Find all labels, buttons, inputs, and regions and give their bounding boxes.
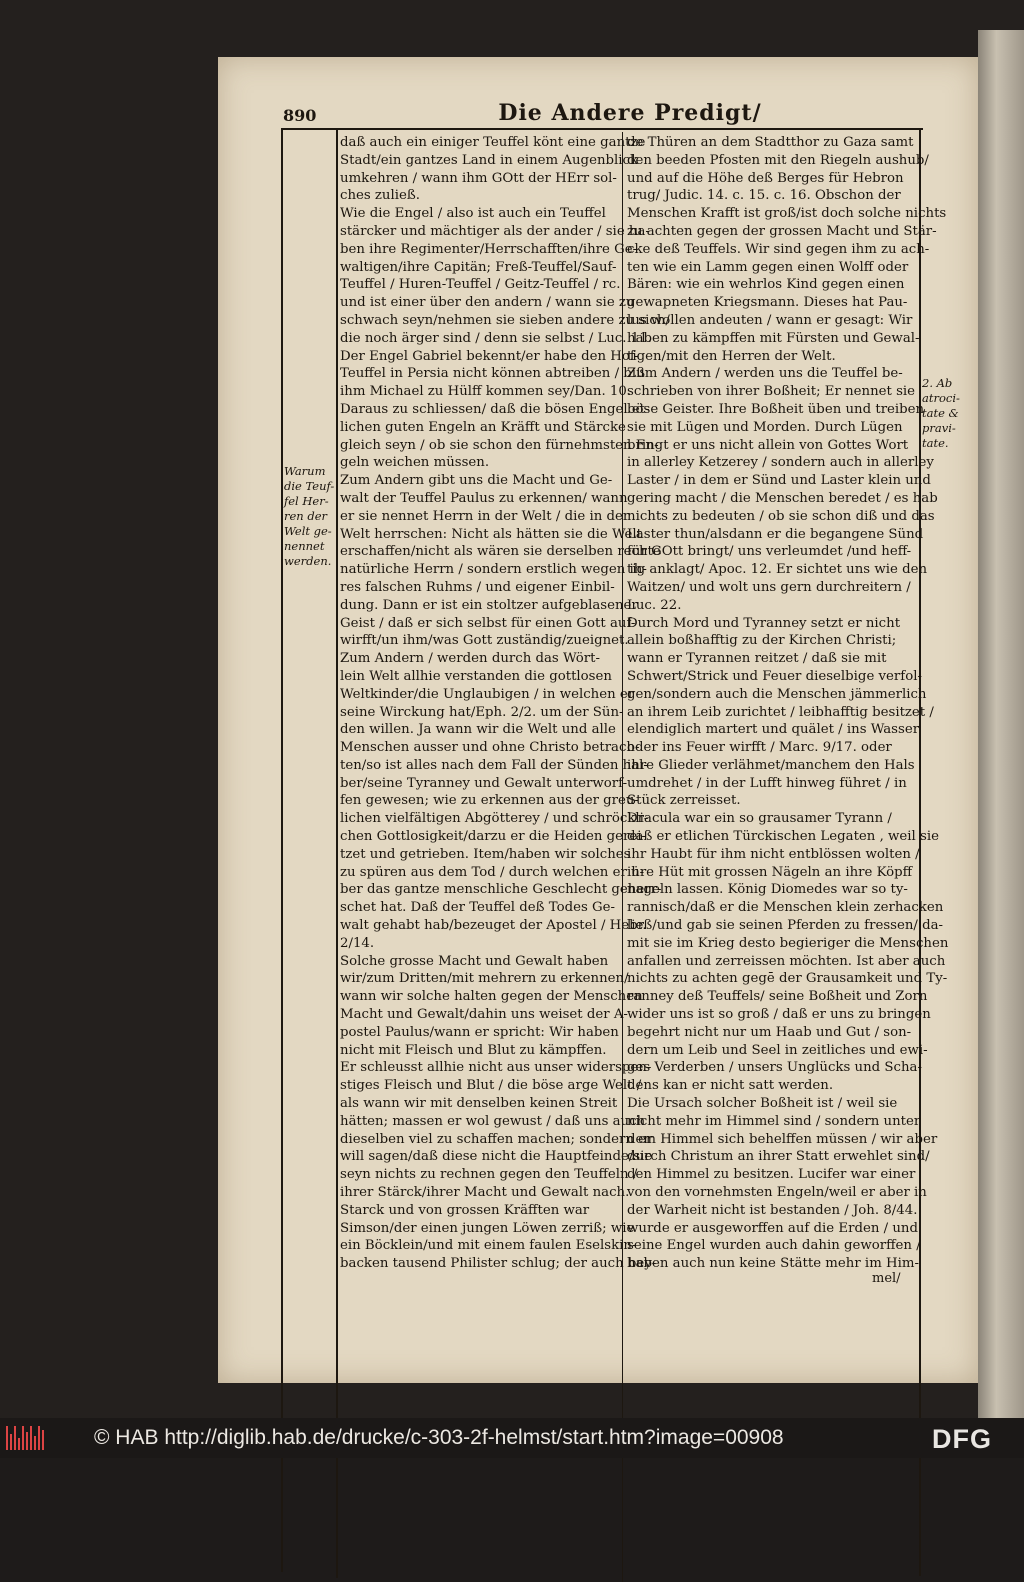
text-line: wann er Tyrannen reitzet / daß sie mit xyxy=(627,651,887,667)
text-line: wider uns ist so groß / daß er uns zu bringen xyxy=(627,1007,931,1023)
margin-note-line: nennet xyxy=(284,539,325,553)
text-line: de Thüren an dem Stadtthor zu Gaza samt xyxy=(627,135,914,150)
margin-note-line: tate. xyxy=(922,436,949,450)
text-line: ben ihre Regimenter/Herrschafften/ihre Ge- xyxy=(340,241,638,257)
text-line: res falschen Ruhms / und eigener Einbil- xyxy=(340,579,615,595)
text-line: trug/ Judic. 14. c. 15. c. 16. Obschon der xyxy=(627,188,901,204)
margin-note-line: Welt ge- xyxy=(284,524,332,538)
text-line: Stadt/ein gantzes Land in einem Augenblick xyxy=(340,152,639,168)
catchword: mel/ xyxy=(872,1271,901,1286)
text-line: Die Ursach solcher Boßheit ist / weil sie xyxy=(627,1096,898,1112)
text-line: lichen vielfältigen Abgötterey / und schröckli- xyxy=(340,811,649,827)
text-line: schwach seyn/nehmen sie sieben andere zu sich/ xyxy=(340,312,670,328)
frame-rule-gutter xyxy=(336,128,338,1578)
text-line: Dracula war ein so grausamer Tyrann / xyxy=(627,811,892,827)
text-line: Daraus zu schliessen/ daß die bösen Engel et- xyxy=(340,401,650,417)
text-line: chen Gottlosigkeit/darzu er die Heiden gerei- xyxy=(340,829,646,845)
text-line: Zum Andern / werden uns die Teuffel be- xyxy=(627,366,903,382)
text-line: Geist / daß er sich selbst für einen Gott auf- xyxy=(340,615,636,631)
text-line: cke deß Teuffels. Wir sind gegen ihm zu ach- xyxy=(627,241,930,257)
text-line: den willen. Ja wann wir die Welt und alle xyxy=(340,722,616,738)
text-line: Zum Andern gibt uns die Macht und Ge- xyxy=(340,473,613,489)
text-line: wirfft/un ihm/was Gott zuständig/zueignet. xyxy=(340,633,629,649)
text-line: in allerley Ketzerey / sondern auch in allerley xyxy=(627,455,934,471)
text-line: ein Böcklein/und mit einem faulen Eselskin- xyxy=(340,1238,637,1254)
text-line: Durch Mord und Tyranney setzt er nicht xyxy=(627,615,901,631)
text-line: gering macht / die Menschen beredet / es hab xyxy=(627,490,938,506)
margin-note-line: atroci- xyxy=(922,391,960,405)
text-line: nichts zu bedeuten / ob sie schon diß und das xyxy=(627,508,935,524)
text-line: für GOtt bringt/ uns verleumdet /und heff- xyxy=(627,544,912,560)
text-line: Starck und von grossen Kräfften war xyxy=(340,1202,590,1218)
text-line: Laster / in dem er Sünd und Laster klein und xyxy=(627,473,931,489)
text-line: Teuffel / Huren-Teuffel / Geitz-Teuffel / rc. xyxy=(340,277,621,293)
dfg-logo: DFG xyxy=(932,1424,992,1454)
text-line: dung. Dann er ist ein stoltzer aufgeblasener xyxy=(340,597,638,613)
text-line: nicht mehr im Himmel sind / sondern unter xyxy=(627,1113,921,1129)
margin-note-line: ren der xyxy=(284,509,328,523)
text-line: ges Verderben / unsers Unglücks und Scha- xyxy=(627,1060,922,1076)
text-line: ihre Glieder verlähmet/manchem den Hals xyxy=(627,757,915,773)
text-line: gewapneten Kriegsmann. Dieses hat Pau- xyxy=(627,295,908,311)
text-line: natürliche Herrn / sondern erstlich wegen ih- xyxy=(340,562,647,578)
text-line: Luc. 22. xyxy=(627,597,682,613)
text-line: Er schleusst allhie nicht aus unser widerspen- xyxy=(340,1060,652,1076)
text-line: tzet und getrieben. Item/haben wir solches xyxy=(340,846,631,862)
text-line: Stück zerreisset. xyxy=(627,793,741,809)
text-line: den Himmel zu besitzen. Lucifer war einer xyxy=(627,1167,916,1183)
text-line: ihre Hüt mit grossen Nägeln an ihre Köpff xyxy=(627,864,913,880)
text-line: die noch ärger sind / denn sie selbst / Luc. 11. xyxy=(340,330,652,346)
text-line: Wie die Engel / also ist auch ein Teuffel xyxy=(340,206,606,222)
text-line: seine Wirckung hat/Eph. 2/2. um der Sün- xyxy=(340,704,624,720)
text-line: backen tausend Philister schlug; der auch bey- xyxy=(340,1256,657,1272)
barcode-icon xyxy=(6,1426,46,1450)
margin-note-line: fel Her- xyxy=(284,494,329,508)
text-line: ranney deß Teuffels/ seine Boßheit und Zorn xyxy=(627,989,928,1005)
text-line: hätten; massen er wol gewust / daß uns auch xyxy=(340,1113,646,1129)
frame-rule-top xyxy=(281,128,923,130)
text-line: Welt herrschen: Nicht als hätten sie die Welt xyxy=(340,526,643,542)
text-line: er sie nennet Herrn in der Welt / die in der xyxy=(340,508,630,524)
text-line: gleich seyn / ob sie schon den fürnehmsten En- xyxy=(340,437,659,453)
text-line: stiges Fleisch und Blut / die böse arge Welt / xyxy=(340,1078,642,1094)
source-link[interactable]: © HAB http://diglib.hab.de/drucke/c-303-2f-helmst/start.htm?image=00908 xyxy=(94,1426,784,1449)
text-line: wir/zum Dritten/mit mehrern zu erkennen/ xyxy=(340,971,629,987)
text-line: haben zu kämpffen mit Fürsten und Gewal- xyxy=(627,330,920,346)
text-line: Der Engel Gabriel bekennt/er habe den Hof- xyxy=(340,348,639,364)
text-line: stärcker und mächtiger als der ander / sie ha- xyxy=(340,223,650,239)
margin-note-line: 2. Ab xyxy=(922,376,953,390)
text-line: geln weichen müssen. xyxy=(340,455,490,471)
text-line: ließ/und gab sie seinen Pferden zu fressen/ da- xyxy=(627,918,944,934)
text-line: dieselben viel zu schaffen machen; sondern er xyxy=(340,1131,653,1147)
text-line: tig anklagt/ Apoc. 12. Er sichtet uns wie den xyxy=(627,562,928,578)
margin-note-line: Warum xyxy=(284,464,326,478)
text-line: elendiglich martert und quälet / ins Wasser xyxy=(627,722,920,738)
text-line: schrieben von ihrer Boßheit; Er nennet sie xyxy=(627,384,916,400)
text-line: walt gehabt hab/bezeuget der Apostel / Hebr. xyxy=(340,918,647,934)
text-line: seine Engel wurden auch dahin geworffen / xyxy=(627,1238,921,1254)
text-line: ber/seine Tyranney und Gewalt unterworf- xyxy=(340,775,628,791)
text-line: böse Geister. Ihre Boßheit üben und treiben xyxy=(627,401,925,417)
text-line: ten/so ist alles nach dem Fall der Sünden hal- xyxy=(340,757,648,773)
text-line: erschaffen/nicht als wären sie derselben rechte xyxy=(340,544,661,560)
text-line: wurde er ausgeworffen auf die Erden / und xyxy=(627,1220,918,1236)
text-line: sie mit Lügen und Morden. Durch Lügen xyxy=(627,419,903,435)
text-line: 2/14. xyxy=(340,935,375,951)
text-line: zu achten gegen der grossen Macht und Stär- xyxy=(627,223,937,239)
text-line: wann wir solche halten gegen der Menschen xyxy=(340,989,643,1005)
text-line: nageln lassen. König Diomedes war so ty- xyxy=(627,882,908,898)
text-line: ten wie ein Lamm gegen einen Wolff oder xyxy=(627,259,909,275)
text-line: bringt er uns nicht allein von Gottes Wort xyxy=(627,437,909,453)
text-line: tigen/mit den Herren der Welt. xyxy=(627,348,836,364)
text-line: gen/sondern auch die Menschen jämmerlich xyxy=(627,686,927,702)
next-page-edge xyxy=(978,30,1024,1418)
text-line: mit sie im Krieg desto begieriger die Menschen xyxy=(627,935,949,951)
text-line: fen gewesen; wie zu erkennen aus der greu- xyxy=(340,793,639,809)
text-line: durch Christum an ihrer Statt erwehlet sind/ xyxy=(627,1149,930,1165)
text-line: umkehren / wann ihm GOtt der HErr sol- xyxy=(340,170,617,186)
frame-rule-left xyxy=(281,128,283,1572)
text-line: ihr Haubt für ihm nicht entblössen wolten / xyxy=(627,846,920,862)
text-line: der Warheit nicht ist bestanden / Joh. 8/44. xyxy=(627,1202,918,1218)
margin-note-right xyxy=(922,376,968,451)
margin-note-line: die Teuf- xyxy=(284,479,335,493)
text-line: rannisch/daß er die Menschen klein zerhacken xyxy=(627,900,944,916)
text-line: postel Paulus/wann er spricht: Wir haben xyxy=(340,1024,619,1040)
text-line: dem Himmel sich behelffen müssen / wir aber xyxy=(627,1131,938,1147)
text-line: seyn nichts zu rechnen gegen den Teuffeln / xyxy=(340,1167,638,1183)
text-line: Menschen ausser und ohne Christo betrach- xyxy=(340,740,640,756)
text-line: oder ins Feuer wirfft / Marc. 9/17. oder xyxy=(627,740,892,756)
text-line: daß auch ein einiger Teuffel könt eine gantze xyxy=(340,135,646,150)
text-line: lichen guten Engeln an Kräfft und Stärcke xyxy=(340,419,626,435)
text-line: Waitzen/ und wolt uns gern durchreitern / xyxy=(627,579,911,595)
text-line: umdrehet / in der Lufft hinweg führet / in xyxy=(627,775,907,791)
text-line: nichts zu achten gegē der Grausamkeit und Ty- xyxy=(627,971,948,987)
margin-note-line: tate & xyxy=(922,406,959,420)
text-line: nicht mit Fleisch und Blut zu kämpffen. xyxy=(340,1042,607,1058)
page-title: Die Andere Predigt/ xyxy=(498,100,762,126)
text-line: begehrt nicht nur um Haab und Gut / son- xyxy=(627,1024,912,1040)
text-line: dens kan er nicht satt werden. xyxy=(627,1078,834,1094)
text-line: und ist einer über den andern / wann sie zu xyxy=(340,295,635,311)
margin-note-line: werden. xyxy=(284,554,332,568)
footer-bar xyxy=(0,1418,1024,1458)
text-line: dern um Leib und Seel in zeitliches und ewi- xyxy=(627,1042,928,1058)
text-line: ches zuließ. xyxy=(340,188,420,204)
text-line: lus wollen andeuten / wann er gesagt: Wir xyxy=(627,312,913,328)
text-line: daß er etlichen Türckischen Legaten , weil sie xyxy=(627,829,939,845)
text-line: Menschen Krafft ist groß/ist doch solche nichts xyxy=(627,206,947,222)
text-line: lein Welt allhie verstanden die gottlosen xyxy=(340,668,612,684)
text-line: Teuffel in Persia nicht können abtreiben / biß xyxy=(340,366,645,382)
page-number: 890 xyxy=(283,106,317,125)
margin-note-left xyxy=(284,464,334,569)
text-line: Laster thun/alsdann er die begangene Sünd xyxy=(627,526,924,542)
text-line: und auf die Höhe deß Berges für Hebron xyxy=(627,170,904,186)
text-line: zu spüren aus dem Tod / durch welchen er ü- xyxy=(340,864,645,880)
text-line: Solche grosse Macht und Gewalt haben xyxy=(340,953,609,969)
text-line: ihrer Stärck/ihrer Macht und Gewalt nach. xyxy=(340,1185,630,1201)
text-line: Zum Andern / werden durch das Wört- xyxy=(340,651,600,667)
margin-note-line: pravi- xyxy=(922,421,956,435)
text-line: von den vornehmsten Engeln/weil er aber in xyxy=(627,1185,927,1201)
text-line: Weltkinder/die Unglaubigen / in welchen er xyxy=(340,686,635,702)
text-line: walt der Teuffel Paulus zu erkennen/ wann xyxy=(340,490,628,506)
text-line: ihm Michael zu Hülff kommen sey/Dan. 10. xyxy=(340,384,632,400)
text-line: schet hat. Daß der Teuffel deß Todes Ge- xyxy=(340,900,616,916)
text-line: will sagen/daß diese nicht die Hauptfeinde/sie xyxy=(340,1149,653,1165)
text-line: ber das gantze menschliche Geschlecht geherr- xyxy=(340,882,662,898)
text-line: an ihrem Leib zurichtet / leibhafftig besitzet / xyxy=(627,704,934,720)
text-line: anfallen und zerreissen möchten. Ist aber auch xyxy=(627,953,946,969)
text-line: den beeden Pfosten mit den Riegeln aushub/ xyxy=(627,152,929,168)
text-line: als wann wir mit denselben keinen Streit xyxy=(340,1096,618,1112)
text-line: Macht und Gewalt/dahin uns weiset der A- xyxy=(340,1007,628,1023)
text-line: Schwert/Strick und Feuer dieselbige verfol- xyxy=(627,668,922,684)
text-line: waltigen/ihre Capitän; Freß-Teuffel/Sauf- xyxy=(340,259,617,275)
text-line: Simson/der einen jungen Löwen zerriß; wie xyxy=(340,1220,635,1236)
text-line: allein boßhafftig zu der Kirchen Christi; xyxy=(627,633,897,649)
text-line: haben auch nun keine Stätte mehr im Him- xyxy=(627,1256,919,1272)
text-line: Bären: wie ein wehrlos Kind gegen einen xyxy=(627,277,905,293)
